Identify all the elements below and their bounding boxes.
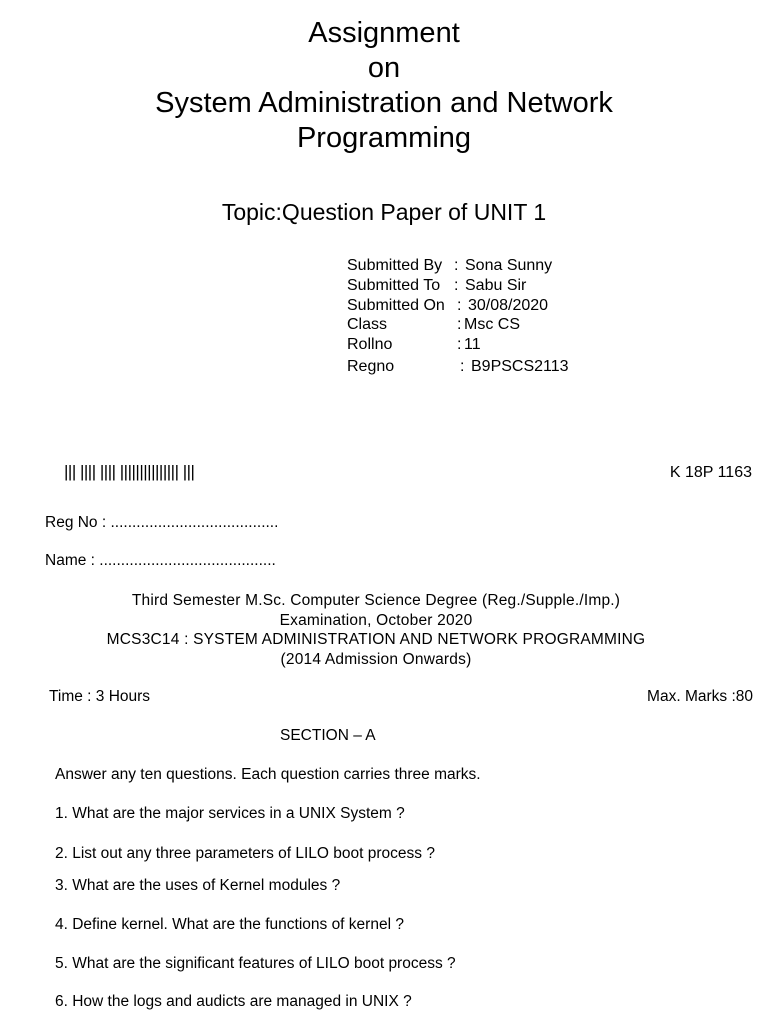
assignment-title [0,16,768,156]
title-line: System Administration and Network [155,87,613,119]
instruction: Answer any ten questions. Each question carries three marks. [55,766,481,783]
paper-code: K 18P 1163 [669,464,752,481]
section-heading: SECTION – A [280,727,376,744]
title-line: Programming [296,122,472,154]
time-limit: Time : 3 Hours [49,688,151,705]
detail-sep: : [460,357,465,375]
detail-value: 30/08/2020 [468,296,549,314]
detail-value: Msc CS [464,316,520,334]
exam-line: (2014 Admission Onwards) [280,650,472,668]
detail-sep: : [454,276,459,294]
detail-key: Submitted By [347,257,443,274]
detail-value: Sabu Sir [465,276,527,294]
detail-sep: : [454,257,459,274]
title-line: on [367,52,401,84]
detail-key: Submitted On [347,296,445,314]
detail-key: Regno [347,357,395,375]
title-line: Assignment [308,17,460,49]
detail-key: Rollno [347,336,393,354]
detail-sep: : [457,316,462,334]
exam-line: Examination, October 2020 [279,611,473,629]
topic-heading: Topic:Question Paper of UNIT 1 [221,199,547,225]
name-field: Name : ......................................... [45,552,276,569]
question-5: 5. What are the significant features of LILO boot process ? [55,955,456,972]
detail-key: Submitted To [347,276,441,294]
question-4: 4. Define kernel. What are the functions of kernel ? [55,916,404,933]
detail-sep: : [457,336,462,354]
detail-sep: : [457,296,462,314]
detail-key: Class [347,316,388,334]
detail-value: 11 [464,336,481,354]
barcode: ||| |||| |||| ||||||||||||||| ||| [64,462,195,481]
reg-no-field: Reg No : ....................................... [45,514,279,531]
question-3: 3. What are the uses of Kernel modules ? [55,877,341,894]
exam-line: MCS3C14 : SYSTEM ADMINISTRATION AND NETWORK PROGRAMMING [106,631,646,649]
exam-line: Third Semester M.Sc. Computer Science Degree (Reg./Supple./Imp.) [131,592,621,609]
exam-header [0,591,752,669]
max-marks: Max. Marks :80 [647,688,753,705]
detail-value: B9PSCS2113 [471,357,569,375]
question-1: 1. What are the major services in a UNIX System ? [55,805,405,822]
question-2: 2. List out any three parameters of LILO boot process ? [55,845,435,862]
question-6: 6. How the logs and audicts are managed in UNIX ? [55,993,412,1010]
detail-value: Sona Sunny [465,257,553,274]
